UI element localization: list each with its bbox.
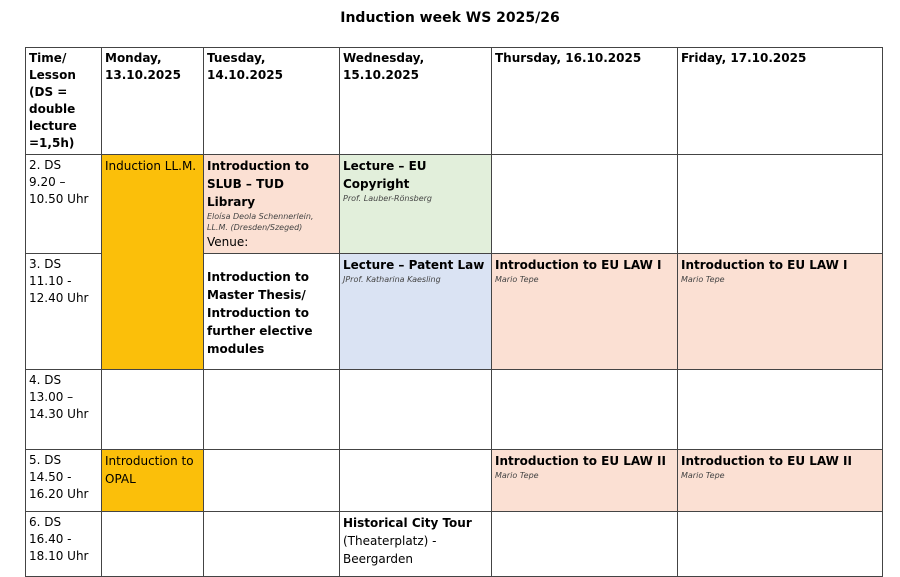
header-friday: Friday, 17.10.2025 [678,48,883,155]
event-speaker: JProf. Katharina Kaesling [343,275,441,284]
event-title: Lecture – EU Copyright [343,159,427,191]
event-city-tour [340,512,492,577]
event-master-thesis [204,254,340,370]
event-title: Introduction to EU LAW I [495,258,662,272]
event-slub-library [204,155,340,254]
time-range: 14.50 - 16.20 Uhr [29,470,89,501]
event-title: Introduction to EU LAW I [681,258,848,272]
event-eu-law-1-thursday [492,254,678,370]
event-speaker: Mario Tepe [495,471,539,480]
header-thursday: Thursday, 16.10.2025 [492,48,678,155]
event-speaker: Mario Tepe [681,471,725,480]
event-title: Introduction to EU LAW II [681,454,852,468]
header-row [26,48,883,155]
event-title: Introduction to EU LAW II [495,454,666,468]
header-wednesday: Wednesday, 15.10.2025 [340,48,492,155]
time-cell-ds6 [26,512,102,577]
event-patent-law [340,254,492,370]
empty-cell [678,370,883,450]
header-time: Time/ Lesson (DS = double lecture =1,5h) [26,48,102,155]
event-venue: Venue: [207,235,249,249]
time-cell-ds5 [26,450,102,512]
time-label: 3. DS [29,257,62,271]
event-induction [102,155,204,370]
empty-cell [678,512,883,577]
header-tuesday: Tuesday, 14.10.2025 [204,48,340,155]
row-ds6 [26,512,883,577]
row-ds5 [26,450,883,512]
event-speaker: Eloísa Deola Schennerlein, LL.M. (Dresden/Szeged) [207,212,314,232]
event-eu-law-1-friday [678,254,883,370]
event-speaker: Prof. Lauber-Rönsberg [343,194,432,203]
event-title: Introduction to OPAL [105,454,194,486]
event-title: Introduction to Master Thesis/ Introduction to further elective modules [207,270,313,356]
time-cell-ds2 [26,155,102,254]
time-cell-ds3 [26,254,102,370]
event-title: Introduction to SLUB – TUD Library [207,159,309,209]
time-range: 9.20 – 10.50 Uhr [29,175,89,206]
empty-cell [204,512,340,577]
time-label: 2. DS [29,158,62,172]
empty-cell [204,450,340,512]
event-eu-copyright [340,155,492,254]
event-speaker: Mario Tepe [681,275,725,284]
empty-cell [492,370,678,450]
event-speaker: Mario Tepe [495,275,539,284]
event-eu-law-2-friday [678,450,883,512]
time-range: 16.40 - 18.10 Uhr [29,532,89,563]
event-title: Historical City Tour [343,516,472,530]
empty-cell [340,450,492,512]
time-label: 6. DS [29,515,62,529]
empty-cell [102,512,204,577]
schedule-table [25,47,883,577]
time-range: 11.10 - 12.40 Uhr [29,274,89,305]
empty-cell [678,155,883,254]
document-title: Induction week WS 2025/26 [340,10,560,26]
empty-cell [492,155,678,254]
empty-cell [204,370,340,450]
header-monday: Monday, 13.10.2025 [102,48,204,155]
time-cell-ds4 [26,370,102,450]
time-label: 5. DS [29,453,62,467]
event-opal [102,450,204,512]
empty-cell [102,370,204,450]
event-title: Induction LL.M. [105,159,197,173]
event-title: Lecture – Patent Law [343,258,485,272]
row-ds2 [26,155,883,254]
empty-cell [340,370,492,450]
time-label: 4. DS [29,373,62,387]
event-eu-law-2-thursday [492,450,678,512]
empty-cell [492,512,678,577]
event-detail: (Theaterplatz) - Beergarden [343,534,437,566]
time-range: 13.00 – 14.30 Uhr [29,390,89,421]
row-ds4 [26,370,883,450]
